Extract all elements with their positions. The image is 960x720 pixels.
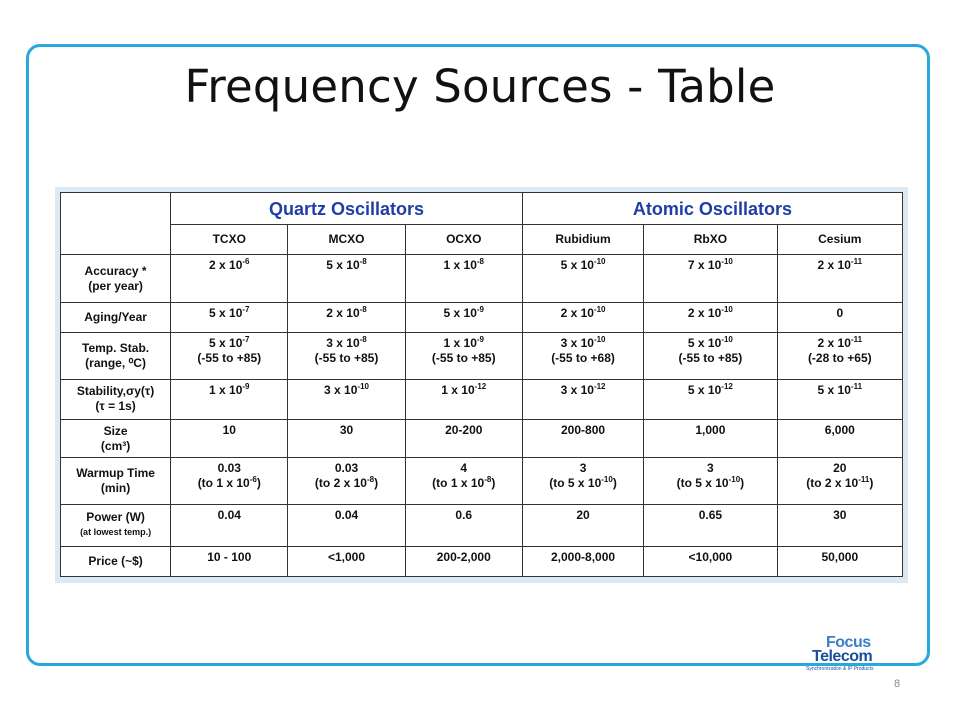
- table-cell: [777, 333, 902, 379]
- cell-base: (to 2 x 10: [314, 476, 367, 491]
- cell-base: (to 5 x 10: [676, 476, 729, 491]
- row-header-line: (τ = 1s): [95, 399, 136, 414]
- table-row: [61, 255, 903, 303]
- cell-line: [290, 423, 402, 438]
- cell-exponent: -10: [721, 257, 733, 266]
- cell-suffix: ): [256, 476, 261, 491]
- table-cell: [288, 420, 405, 458]
- cell-suffix: ): [740, 476, 745, 491]
- cell-base: 2 x 10: [560, 306, 594, 321]
- table-row: [61, 333, 903, 379]
- cell-base: (-55 to +68): [551, 351, 615, 366]
- cell-base: 200-2,000: [436, 549, 491, 564]
- cell-suffix: ): [374, 476, 379, 491]
- cell-line: [290, 306, 402, 321]
- row-header-line: (min): [100, 480, 131, 495]
- cell-base: (to 1 x 10: [197, 476, 250, 491]
- table-cell: [171, 458, 288, 504]
- cell-exponent: -7: [242, 335, 250, 345]
- cell-line: [780, 423, 900, 438]
- table-cell: [644, 333, 777, 379]
- cell-base: 50,000: [821, 549, 859, 564]
- table-cell: [405, 255, 522, 303]
- cell-base: 0: [836, 306, 844, 321]
- cell-exponent: -11: [850, 257, 863, 266]
- table-cell: [288, 504, 405, 546]
- table-cell: [405, 333, 522, 379]
- cell-base: 200-800: [561, 423, 606, 438]
- cell-exponent: -11: [850, 381, 863, 391]
- cell-base: 0.04: [217, 507, 241, 522]
- cell-line: [780, 336, 900, 351]
- column-header-mcxo: MCXO: [288, 225, 405, 255]
- table-cell: [171, 303, 288, 333]
- cell-base: 7 x 10: [687, 258, 722, 272]
- cell-exponent: -12: [593, 381, 606, 391]
- cell-exponent: -11: [850, 335, 863, 345]
- cell-line: [173, 336, 285, 351]
- cell-line: [525, 336, 641, 351]
- cell-line: [780, 550, 900, 565]
- cell-line: [525, 476, 641, 491]
- table-cell: [171, 255, 288, 303]
- cell-base: (to 5 x 10: [549, 476, 602, 491]
- cell-line: [408, 423, 520, 438]
- logo-line1: Focus: [826, 634, 871, 651]
- cell-line: [780, 351, 900, 366]
- cell-line: [780, 383, 900, 398]
- cell-line: [173, 550, 285, 565]
- row-header-line: Stability,σy(τ): [76, 384, 155, 399]
- cell-exponent: -10: [357, 381, 369, 391]
- cell-base: 5 x 10: [687, 382, 722, 397]
- row-header: [61, 303, 171, 333]
- cell-exponent: -9: [242, 381, 250, 391]
- table-cell: [522, 379, 643, 419]
- table-cell: [522, 458, 643, 504]
- table-cell: [171, 504, 288, 546]
- cell-line: [525, 508, 641, 523]
- cell-base: 1 x 10: [443, 336, 477, 351]
- table-cell: [522, 333, 643, 379]
- cell-line: [646, 508, 774, 523]
- column-header-ocxo: OCXO: [405, 225, 522, 255]
- cell-line: [525, 306, 641, 321]
- cell-line: [408, 550, 520, 565]
- table-cell: [644, 458, 777, 504]
- cell-exponent: -8: [359, 335, 367, 345]
- row-header-line: (at lowest temp.): [80, 527, 152, 538]
- group-header-row: [61, 193, 903, 225]
- cell-base: 5 x 10: [560, 258, 594, 272]
- cell-base: 5 x 10: [687, 336, 722, 351]
- table-cell: [405, 420, 522, 458]
- cell-line: [290, 508, 402, 523]
- cell-exponent: -8: [359, 257, 367, 266]
- cell-line: [646, 550, 774, 565]
- cell-base: 5 x 10: [209, 336, 243, 351]
- cell-line: [408, 336, 520, 351]
- cell-line: [290, 383, 402, 398]
- table-cell: [405, 458, 522, 504]
- table-row: [61, 303, 903, 333]
- frequency-table-panel: [55, 187, 908, 583]
- cell-line: [290, 461, 402, 476]
- cell-line: [780, 508, 900, 523]
- cell-line: [646, 351, 774, 366]
- column-header-rubidium: Rubidium: [522, 225, 643, 255]
- cell-base: 1 x 10: [209, 382, 243, 397]
- table-cell: [171, 420, 288, 458]
- cell-base: 1 x 10: [443, 258, 477, 272]
- cell-base: <10,000: [688, 549, 733, 564]
- column-header-cesium: Cesium: [777, 225, 902, 255]
- cell-line: [646, 383, 774, 398]
- table-row: [61, 420, 903, 458]
- table-cell: [405, 504, 522, 546]
- cell-base: 2,000-8,000: [551, 549, 616, 564]
- table-cell: [777, 379, 902, 419]
- table-body: [61, 255, 903, 577]
- cell-base: 2 x 10: [817, 258, 851, 272]
- cell-line: [408, 508, 520, 523]
- cell-base: 3 x 10: [560, 336, 594, 351]
- cell-exponent: -10: [721, 335, 733, 345]
- cell-line: [290, 258, 402, 273]
- cell-suffix: ): [869, 476, 874, 491]
- column-header-row: [61, 225, 903, 255]
- cell-line: [290, 336, 402, 351]
- row-header-line: (per year): [88, 278, 143, 293]
- cell-base: (to 1 x 10: [432, 476, 485, 491]
- cell-base: 6,000: [824, 423, 855, 438]
- cell-line: [780, 476, 900, 491]
- table-corner-cell: [61, 193, 171, 255]
- table-cell: [405, 303, 522, 333]
- cell-base: 3 x 10: [324, 382, 358, 397]
- cell-line: [525, 423, 641, 438]
- cell-line: [173, 383, 285, 398]
- cell-line: [525, 550, 641, 565]
- cell-exponent: -10: [593, 257, 606, 266]
- cell-base: (to 2 x 10: [806, 476, 859, 491]
- cell-line: [173, 258, 285, 273]
- cell-line: [525, 383, 641, 398]
- cell-line: [646, 306, 774, 321]
- cell-base: 0.03: [334, 461, 359, 476]
- slide-title: Frequency Sources - Table: [184, 60, 776, 113]
- cell-line: [408, 306, 520, 321]
- cell-exponent: -8: [359, 305, 367, 315]
- table-cell: [522, 504, 643, 546]
- frequency-sources-table: [60, 192, 903, 577]
- row-header-line: Power (W): [86, 510, 145, 525]
- row-header-line: Warmup Time: [76, 465, 155, 480]
- row-header: [61, 458, 171, 504]
- cell-base: 2 x 10: [817, 336, 851, 351]
- table-cell: [522, 303, 643, 333]
- cell-line: [646, 258, 774, 273]
- cell-base: 0.03: [217, 461, 241, 476]
- cell-base: 4: [460, 461, 468, 476]
- group-header-1: Atomic Oscillators: [522, 193, 902, 225]
- table-cell: [644, 255, 777, 303]
- row-header-line: Price (~$): [88, 553, 143, 568]
- table-cell: [405, 546, 522, 576]
- cell-line: [173, 306, 285, 321]
- cell-line: [290, 351, 402, 366]
- table-cell: [288, 333, 405, 379]
- table-cell: [644, 379, 777, 419]
- table-cell: [644, 546, 777, 576]
- cell-exponent: -6: [242, 257, 250, 266]
- row-header-line: Accuracy *: [84, 263, 147, 278]
- table-cell: [777, 546, 902, 576]
- row-header: [61, 255, 171, 303]
- group-header-0: Quartz Oscillators: [171, 193, 523, 225]
- cell-line: [408, 383, 520, 398]
- table-cell: [644, 420, 777, 458]
- table-cell: [644, 504, 777, 546]
- cell-base: 10: [222, 423, 236, 438]
- row-header-line: (range, ⁰C): [85, 356, 146, 371]
- cell-line: [646, 461, 774, 476]
- table-cell: [777, 458, 902, 504]
- cell-exponent: -6: [249, 475, 257, 485]
- row-header: [61, 546, 171, 576]
- cell-exponent: -8: [476, 257, 484, 266]
- cell-exponent: -9: [476, 335, 484, 345]
- cell-exponent: -7: [242, 305, 250, 315]
- cell-base: 3 x 10: [560, 382, 594, 397]
- cell-line: [646, 336, 774, 351]
- cell-line: [780, 461, 900, 476]
- column-header-tcxo: TCXO: [171, 225, 288, 255]
- cell-line: [646, 423, 774, 438]
- table-cell: [777, 420, 902, 458]
- row-header: [61, 420, 171, 458]
- cell-base: (-55 to +85): [678, 351, 743, 366]
- row-header-line: Aging/Year: [84, 310, 147, 325]
- row-header: [61, 379, 171, 419]
- cell-exponent: -12: [721, 381, 733, 391]
- cell-base: 5 x 10: [817, 382, 851, 397]
- cell-line: [646, 476, 774, 491]
- table-cell: [522, 546, 643, 576]
- cell-base: 0.65: [698, 507, 723, 522]
- table-cell: [522, 255, 643, 303]
- cell-suffix: ): [612, 476, 617, 491]
- cell-line: [173, 351, 285, 366]
- cell-suffix: ): [491, 476, 496, 491]
- page-number: 8: [894, 678, 901, 690]
- cell-exponent: -8: [484, 475, 492, 485]
- cell-exponent: -10: [593, 305, 606, 315]
- table-cell: [288, 458, 405, 504]
- table-cell: [288, 303, 405, 333]
- cell-base: (-55 to +85): [314, 351, 379, 366]
- cell-exponent: -8: [366, 475, 375, 485]
- cell-base: 5 x 10: [209, 306, 243, 321]
- logo-tagline: Synchronization & IP Products: [806, 666, 874, 672]
- cell-base: 10 - 100: [207, 549, 252, 564]
- table-cell: [405, 379, 522, 419]
- cell-line: [525, 258, 641, 273]
- cell-line: [173, 476, 285, 491]
- table-cell: [522, 420, 643, 458]
- table-cell: [288, 255, 405, 303]
- cell-line: [290, 550, 402, 565]
- cell-base: 20: [833, 461, 847, 476]
- cell-base: (-55 to +85): [197, 351, 262, 366]
- table-row: [61, 546, 903, 576]
- row-header-line: Temp. Stab.: [82, 341, 150, 356]
- cell-exponent: -10: [593, 335, 606, 345]
- column-header-rbxo: RbXO: [644, 225, 777, 255]
- row-header-line: (cm³): [100, 438, 131, 453]
- table-row: [61, 458, 903, 504]
- table-cell: [171, 379, 288, 419]
- cell-base: 20: [576, 507, 590, 522]
- table-row: [61, 379, 903, 419]
- cell-base: 30: [339, 423, 354, 438]
- cell-base: 1 x 10: [441, 382, 475, 397]
- cell-base: 5 x 10: [443, 306, 477, 321]
- table-cell: [171, 546, 288, 576]
- cell-base: 5 x 10: [326, 258, 360, 272]
- cell-line: [525, 461, 641, 476]
- cell-line: [290, 476, 402, 491]
- focus-telecom-logo: [806, 634, 886, 674]
- cell-exponent: -9: [476, 305, 484, 315]
- row-header: [61, 504, 171, 546]
- cell-base: 0.6: [455, 507, 473, 522]
- cell-base: 3 x 10: [326, 336, 360, 351]
- logo-line2: Telecom: [812, 648, 873, 665]
- cell-line: [173, 461, 285, 476]
- cell-exponent: -11: [858, 475, 870, 485]
- table-cell: [288, 546, 405, 576]
- table-cell: [644, 303, 777, 333]
- table-row: [61, 504, 903, 546]
- table-cell: [777, 255, 902, 303]
- cell-base: 2 x 10: [209, 258, 243, 272]
- cell-base: 3: [707, 461, 714, 476]
- cell-line: [408, 461, 520, 476]
- table-cell: [171, 333, 288, 379]
- cell-base: 3: [579, 461, 587, 476]
- cell-exponent: -10: [728, 475, 741, 485]
- cell-base: 2 x 10: [326, 306, 360, 321]
- table-cell: [777, 303, 902, 333]
- cell-line: [408, 258, 520, 273]
- cell-base: 30: [833, 507, 847, 522]
- table-cell: [288, 379, 405, 419]
- cell-exponent: -10: [721, 305, 733, 315]
- table-cell: [777, 504, 902, 546]
- row-header-line: Size: [103, 423, 128, 438]
- cell-base: 20-200: [445, 423, 483, 438]
- cell-base: 1,000: [695, 423, 726, 438]
- cell-base: (-55 to +85): [431, 351, 496, 366]
- cell-line: [408, 476, 520, 491]
- cell-line: [173, 423, 285, 438]
- cell-base: 0.04: [334, 507, 359, 522]
- cell-exponent: -12: [474, 381, 487, 391]
- cell-line: [780, 258, 900, 273]
- cell-line: [780, 306, 900, 321]
- cell-line: [408, 351, 520, 366]
- cell-line: [173, 508, 285, 523]
- cell-line: [525, 351, 641, 366]
- cell-base: (-28 to +65): [807, 351, 872, 366]
- cell-base: <1,000: [327, 549, 366, 564]
- row-header: [61, 333, 171, 379]
- cell-exponent: -10: [601, 475, 613, 485]
- cell-base: 2 x 10: [687, 306, 722, 321]
